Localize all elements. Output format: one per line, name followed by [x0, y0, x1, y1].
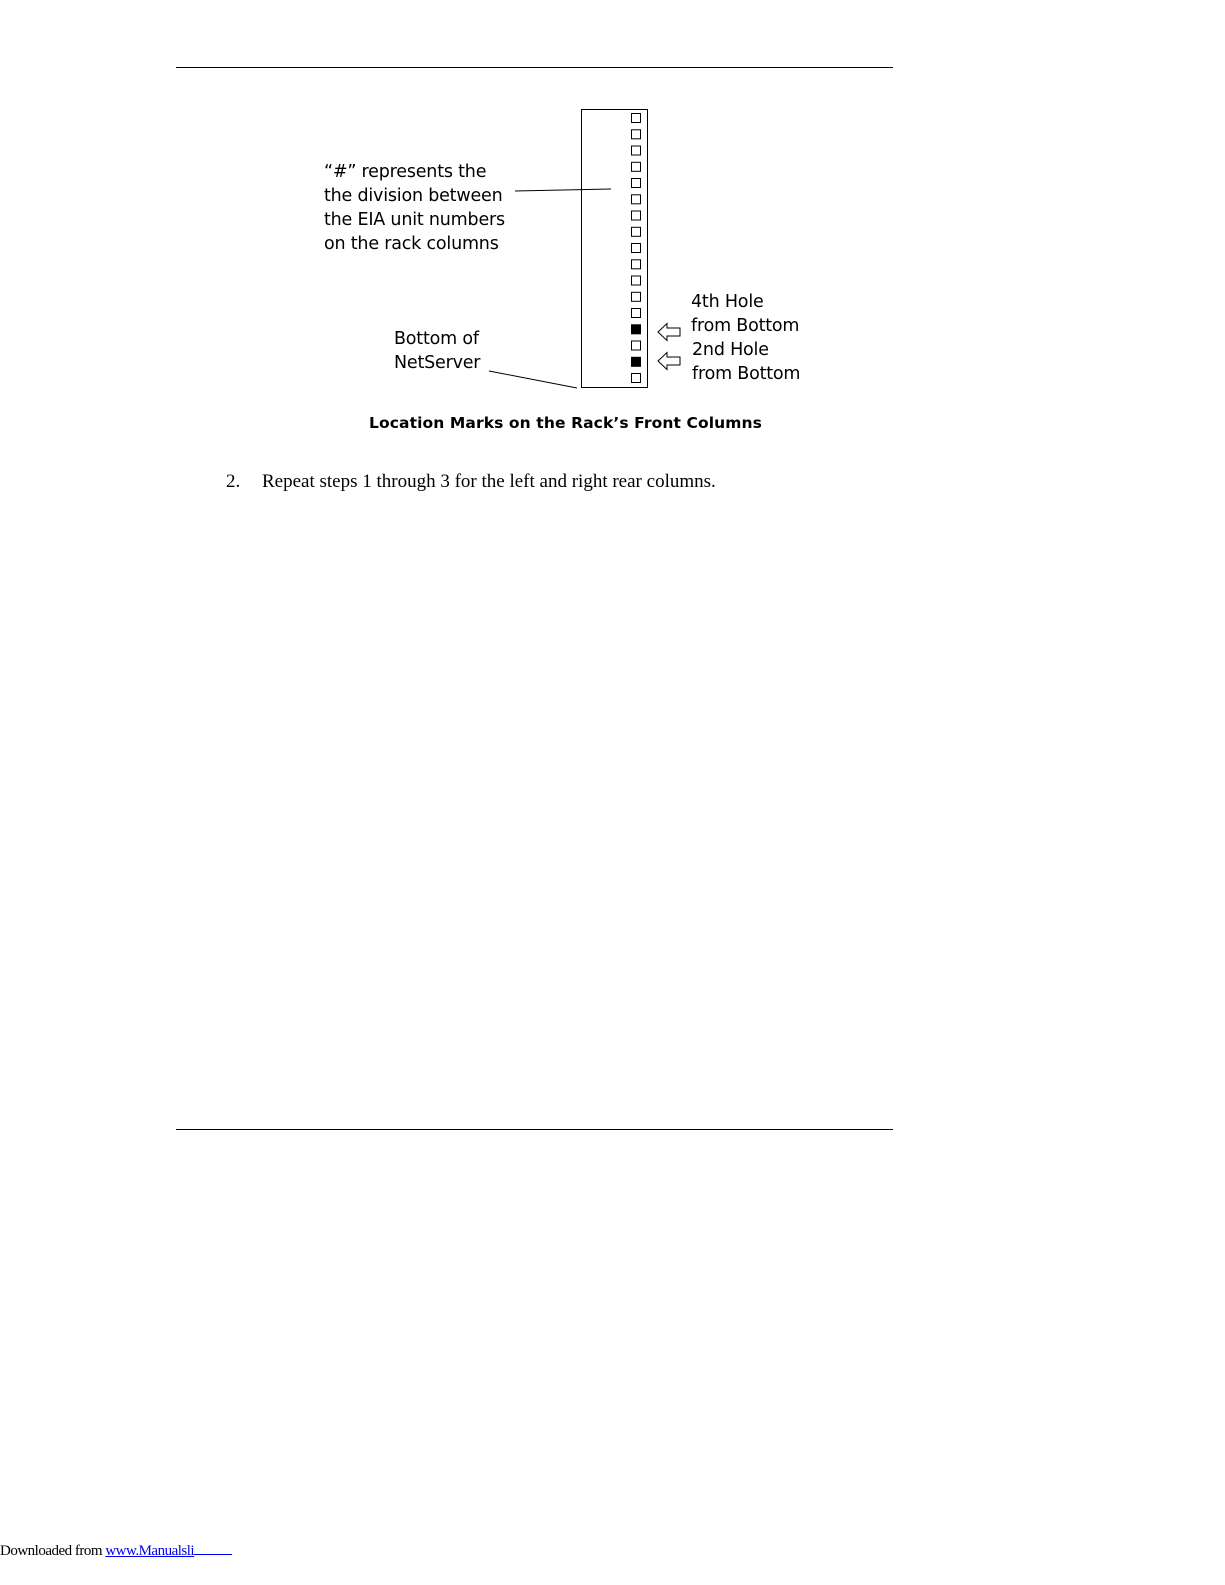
step-text: Repeat steps 1 through 3 for the left and right rear columns.: [262, 471, 716, 492]
fourth-hole-label: 4th Hole from Bottom: [691, 292, 800, 336]
rack-hole: [632, 244, 641, 253]
second-hole-label: 2nd Hole from Bottom: [692, 340, 801, 384]
rack-hole: [632, 260, 641, 269]
footer-prefix: Downloaded from: [0, 1543, 106, 1559]
rack-hole: [632, 292, 641, 301]
figure-caption: Location Marks on the Rack’s Front Columns: [369, 414, 762, 432]
rack-hole: [632, 309, 641, 318]
arrow-icon-second-hole: [658, 353, 680, 370]
rack-hole: [632, 341, 641, 350]
rack-hole: [632, 276, 641, 285]
rack-hole: [632, 130, 641, 139]
rack-hole: [632, 195, 641, 204]
rack-hole: [632, 211, 641, 220]
rack-hole: [632, 146, 641, 155]
rack-hole: [632, 179, 641, 188]
step-item: [226, 470, 716, 494]
rack-holes: [632, 114, 641, 383]
division-label: “#” represents the the division between the EIA unit numbers on the rack columns: [324, 162, 505, 254]
rack-hole: [632, 114, 641, 123]
download-footer: [0, 1540, 232, 1560]
rack-column-diagram: [0, 0, 1225, 460]
rack-hole: [632, 162, 641, 171]
manualslib-link[interactable]: www.Manualsli: [105, 1543, 195, 1559]
rack-hole: [632, 374, 641, 383]
rack-hole-marked: [632, 357, 641, 366]
rack-hole: [632, 227, 641, 236]
bottom-leader-line: [489, 371, 577, 388]
rack-hole-marked: [632, 325, 641, 334]
step-number: 2.: [226, 471, 241, 492]
bottom-of-netserver-label: Bottom of NetServer: [394, 329, 481, 373]
link-underline-tail: [194, 1540, 232, 1555]
footer-rule: [176, 1129, 893, 1130]
arrow-icon-fourth-hole: [658, 324, 680, 341]
rack-column-figure: [0, 0, 1225, 460]
